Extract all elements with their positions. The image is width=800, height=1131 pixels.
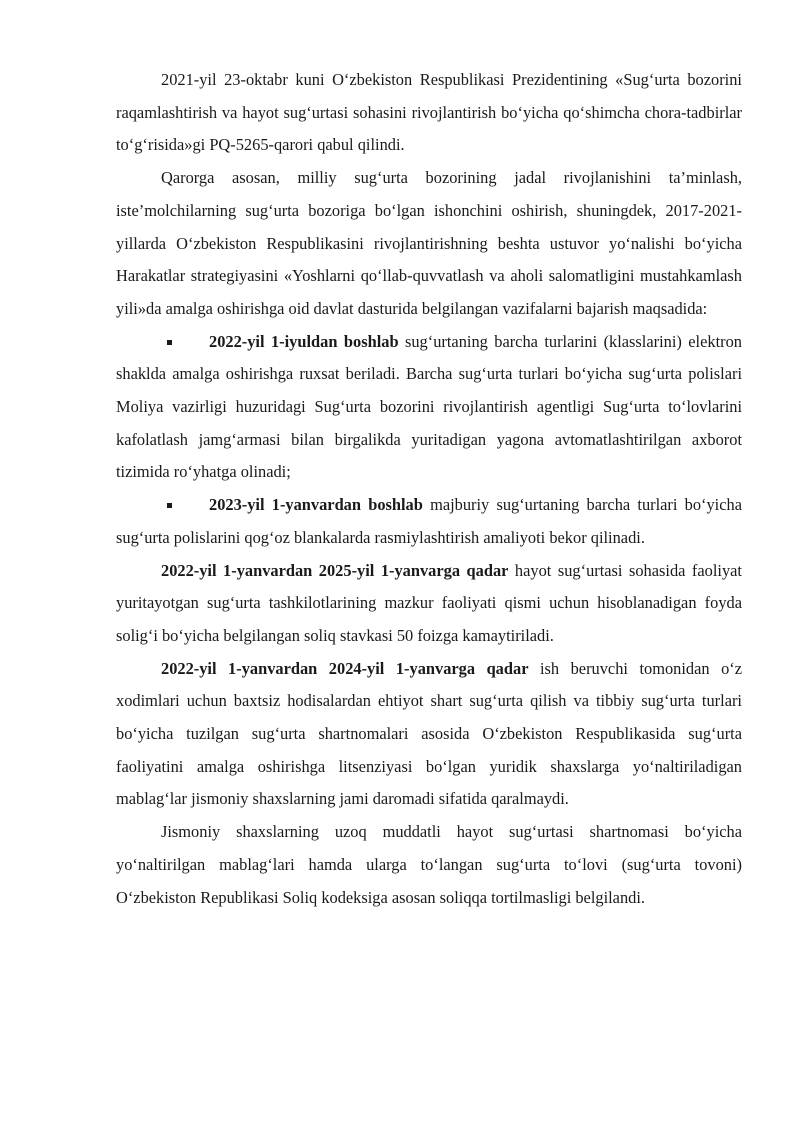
bold-date-lead: 2022-yil 1-yanvardan 2025-yil 1-yanvarga qadar [161,560,509,580]
paragraph-profit-tax [116,555,742,653]
document-page [116,64,742,914]
paragraph-text: hayot sug‘urtasi sohasida faoliyat yuritayotgan sug‘urta tashkilotlarining mazkur faoliyati qismi uchun hisoblanadigan foyda solig‘i bo‘yicha belgilangan soliq stavkasi 50 foizga kamaytiriladi. [116,560,742,645]
bullet-item-electronic-insurance [116,326,742,490]
bold-date-lead: 2023-yil 1-yanvardan boshlab [209,495,423,515]
bullet-item-paper-blanks [116,489,742,554]
bullet-marker-icon [167,503,172,508]
paragraph-text: 2021-yil 23-oktabr kuni O‘zbekiston Respublikasi Prezidentining «Sug‘urta bozorini raqamlashtirish va hayot sug‘urtasi sohasini rivojlantirish bo‘yicha qo‘shimcha chora-tadbirlar to‘g‘risida»gi PQ-5265-qarori qabul qilindi. [116,70,742,155]
bullet-marker-icon [167,340,172,345]
bold-date-lead: 2022-yil 1-iyuldan boshlab [209,331,399,351]
paragraph-life-insurance-tax [116,816,742,914]
paragraph-text: Qarorga asosan, milliy sug‘urta bozorining jadal rivojlanishini ta’minlash, iste’molchilarning sug‘urta bozoriga bo‘lgan ishonchini oshirish, shuningdek, 2017-2021-yillarda O‘zbekiston Respublikasini rivojlantirishning beshta ustuvor yo‘nalishi bo‘yicha Harakatlar strategiyasini «Yoshlarni qo‘llab-quvvatlash va aholi salomatligini mustahkamlash yili»da amalga oshirishga oid davlat dasturida belgilangan vazifalarni bajarish maqsadida: [116,168,742,318]
paragraph-text: majburiy sug‘urtaning barcha turlari bo‘yicha sug‘urta polislarini qog‘oz blankalarda rasmiylashtirish amaliyoti bekor qilinadi. [116,495,742,547]
paragraph-text: Jismoniy shaxslarning uzoq muddatli hayot sug‘urtasi shartnomasi bo‘yicha yo‘naltirilgan mablag‘lari hamda ularga to‘langan sug‘urta to‘lovi (sug‘urta tovoni) O‘zbekiston Republikasi Soliq kodeksiga asosan soliqqa tortilmasligi belgilandi. [116,822,742,907]
paragraph-text: sug‘urtaning barcha turlarini (klasslarini) elektron shaklda amalga oshirishga ruxsat beriladi. Barcha sug‘urta turlari bo‘yicha sug‘urta polislari Moliya vazirligi huzuridagi Sug‘urta bozorini rivojlantirish agentligi Sug‘urta to‘lovlarini kafolatlash jamg‘armasi bilan birgalikda yuritadigan yagona avtomatlashtirilgan axborot tizimida ro‘yhatga olinadi; [116,331,742,482]
paragraph-employer-insurance [116,653,742,817]
paragraph-decree-intro [116,64,742,162]
paragraph-decree-purpose [116,162,742,326]
bold-date-lead: 2022-yil 1-yanvardan 2024-yil 1-yanvarga qadar [161,658,529,678]
paragraph-text: ish beruvchi tomonidan o‘z xodimlari uchun baxtsiz hodisalardan ehtiyot shart sug‘urta qilish va tibbiy sug‘urta turlari bo‘yicha tuzilgan sug‘urta shartnomalari asosida O‘zbekiston Respublikasida sug‘urta faoliyatini amalga oshirishga litsenziyasi bo‘lgan yuridik shaxslarga yo‘naltiriladigan mablag‘lar jismoniy shaxslarning jami daromadi sifatida qaralmaydi. [116,658,742,809]
